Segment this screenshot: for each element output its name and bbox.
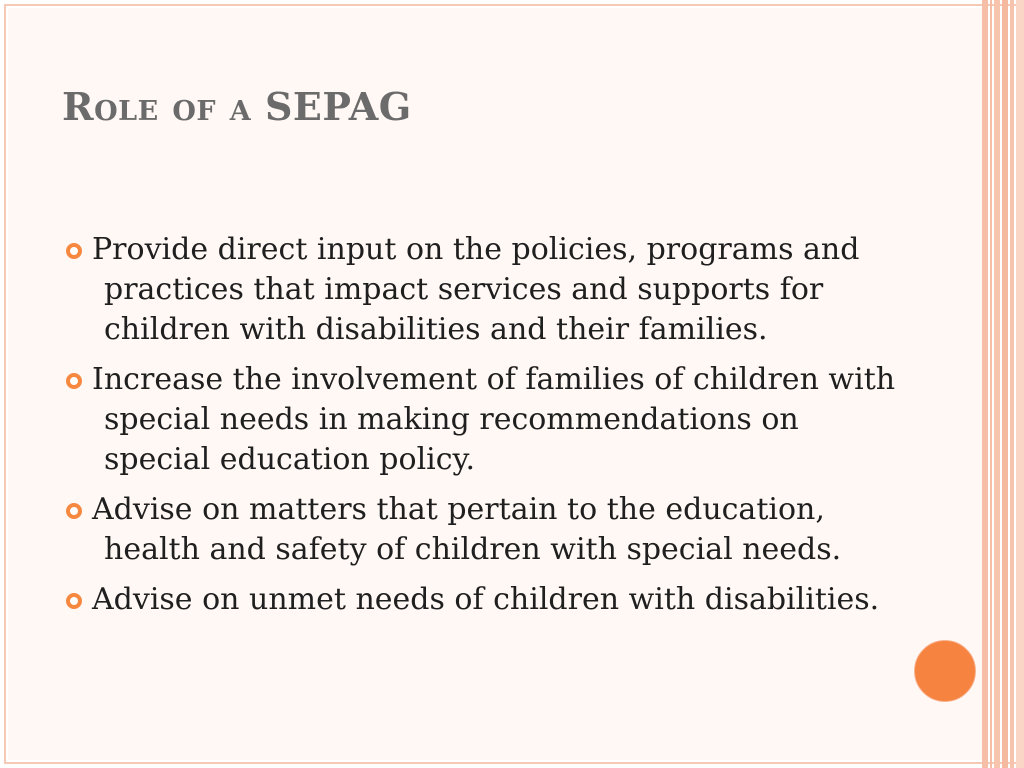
right-stripe xyxy=(982,0,988,768)
ring-bullet-icon xyxy=(66,243,82,259)
slide-title: Role of a SEPAG xyxy=(62,84,412,129)
orange-circle-icon xyxy=(914,640,976,702)
bullet-text: Increase the involvement of families of children with special needs in making recommendations on special education policy. xyxy=(92,362,896,477)
right-stripe xyxy=(1010,0,1014,768)
bullet-item xyxy=(62,490,912,570)
bullet-list xyxy=(62,230,912,630)
bullet-text: Advise on unmet needs of children with disabilities. xyxy=(92,582,880,617)
bullet-item xyxy=(62,580,912,620)
right-stripe xyxy=(994,0,1000,768)
bullet-text: Provide direct input on the policies, programs and practices that impact services and supports for children with disabilities and their families. xyxy=(92,232,860,347)
right-stripe xyxy=(990,0,992,768)
ring-bullet-icon xyxy=(66,593,82,609)
ring-bullet-icon xyxy=(66,373,82,389)
bullet-text: Advise on matters that pertain to the education, health and safety of children with special needs. xyxy=(92,492,842,567)
ring-bullet-icon xyxy=(66,503,82,519)
right-stripe xyxy=(1016,0,1024,768)
right-stripe xyxy=(1002,0,1008,768)
bullet-item xyxy=(62,360,912,480)
bullet-item xyxy=(62,230,912,350)
